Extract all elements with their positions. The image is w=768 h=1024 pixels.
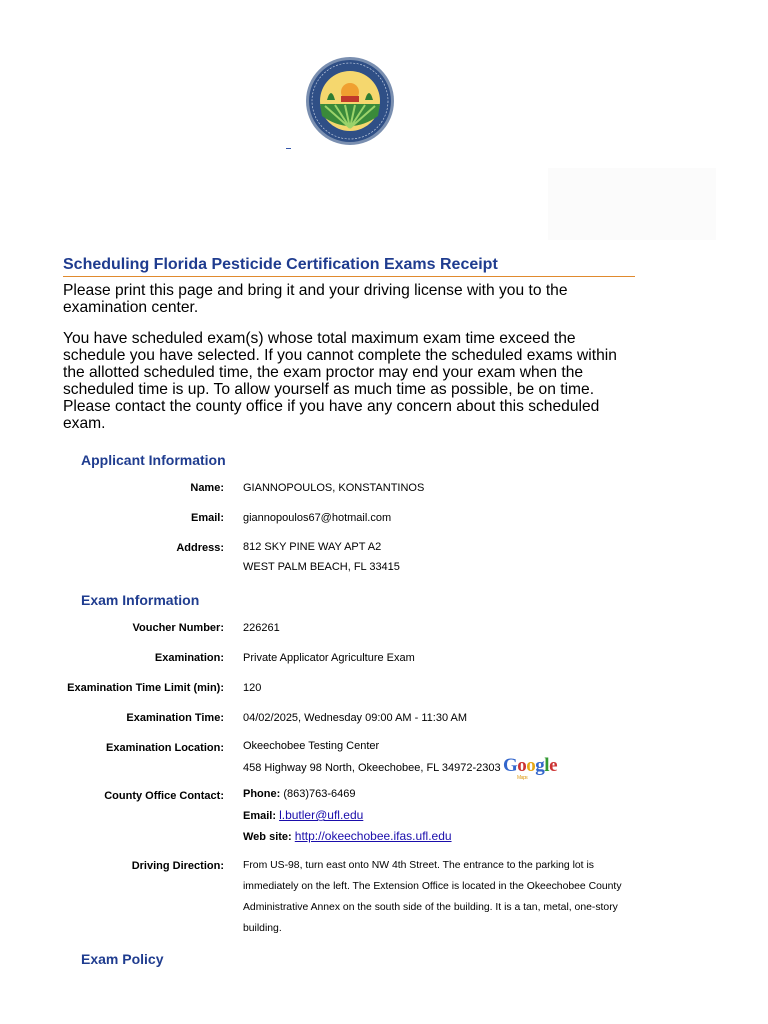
- exam-time-value: 04/02/2025, Wednesday 09:00 AM - 11:30 AM: [243, 712, 468, 724]
- applicant-email: giannopoulos67@hotmail.com: [243, 512, 392, 524]
- contact-phone-row: [243, 788, 356, 800]
- exam-heading: Exam Information: [81, 592, 200, 608]
- applicant-heading: Applicant Information: [81, 452, 226, 468]
- website-label: Web site:: [243, 831, 292, 843]
- contact-label: County Office Contact:: [104, 790, 224, 802]
- phone-label: Phone:: [243, 788, 281, 800]
- address-line-1: 812 SKY PINE WAY APT A2: [243, 541, 382, 553]
- fdacs-seal-logo: [305, 56, 395, 146]
- receipt-title: Scheduling Florida Pesticide Certification Exams Receipt: [63, 256, 635, 277]
- address-line-2: WEST PALM BEACH, FL 33415: [243, 561, 400, 573]
- time-limit-label: Examination Time Limit (min):: [67, 682, 224, 694]
- examination-label: Examination:: [154, 652, 224, 664]
- location-name: Okeechobee Testing Center: [243, 740, 380, 752]
- location-address: 458 Highway 98 North, Okeechobee, FL 34972-2303: [243, 762, 501, 774]
- logo-link-underline[interactable]: [286, 148, 291, 149]
- email-label: Email:: [190, 512, 224, 524]
- voucher-number: 226261: [243, 622, 280, 634]
- voucher-label: Voucher Number:: [132, 622, 224, 634]
- exam-time-label: Examination Time:: [126, 712, 224, 724]
- exam-policy-heading: Exam Policy: [81, 951, 164, 967]
- print-instructions: Please print this page and bring it and your driving license with you to the examination center.: [63, 282, 568, 316]
- examination-name: Private Applicator Agriculture Exam: [243, 652, 415, 664]
- name-label: Name:: [190, 482, 224, 494]
- time-warning: You have scheduled exam(s) whose total maximum exam time exceed the schedule you have selected. If you cannot complete the scheduled exams within the allotted scheduled time, the exam proctor may end your exam when the scheduled time is up. To allow yourself as much time as possible, be on time. Please contact the county office if you have any concern about this scheduled exam.: [63, 330, 617, 432]
- address-label: Address:: [176, 542, 224, 554]
- contact-email-row: [243, 808, 363, 822]
- blank-panel: [548, 168, 716, 240]
- website-row: [243, 829, 452, 843]
- driving-direction-text: From US-98, turn east onto NW 4th Street. The entrance to the parking lot is immediately on the left. The Extension Office is located in the Okeechobee County Administrative Annex on the south side of the building. It is a tan, metal, one-story building.: [243, 860, 622, 934]
- maps-sub-label: Maps: [517, 775, 528, 781]
- contact-phone: (863)763-6469: [283, 788, 356, 800]
- time-limit-value: 120: [243, 682, 262, 694]
- location-label: Examination Location:: [106, 742, 224, 754]
- website-link[interactable]: http://okeechobee.ifas.ufl.edu: [294, 829, 452, 843]
- google-maps-link[interactable]: Google Maps: [503, 755, 557, 781]
- contact-email-label: Email:: [243, 810, 277, 822]
- applicant-name: GIANNOPOULOS, KONSTANTINOS: [243, 482, 425, 494]
- contact-email-link[interactable]: l.butler@ufl.edu: [279, 808, 364, 822]
- direction-label: Driving Direction:: [131, 860, 224, 872]
